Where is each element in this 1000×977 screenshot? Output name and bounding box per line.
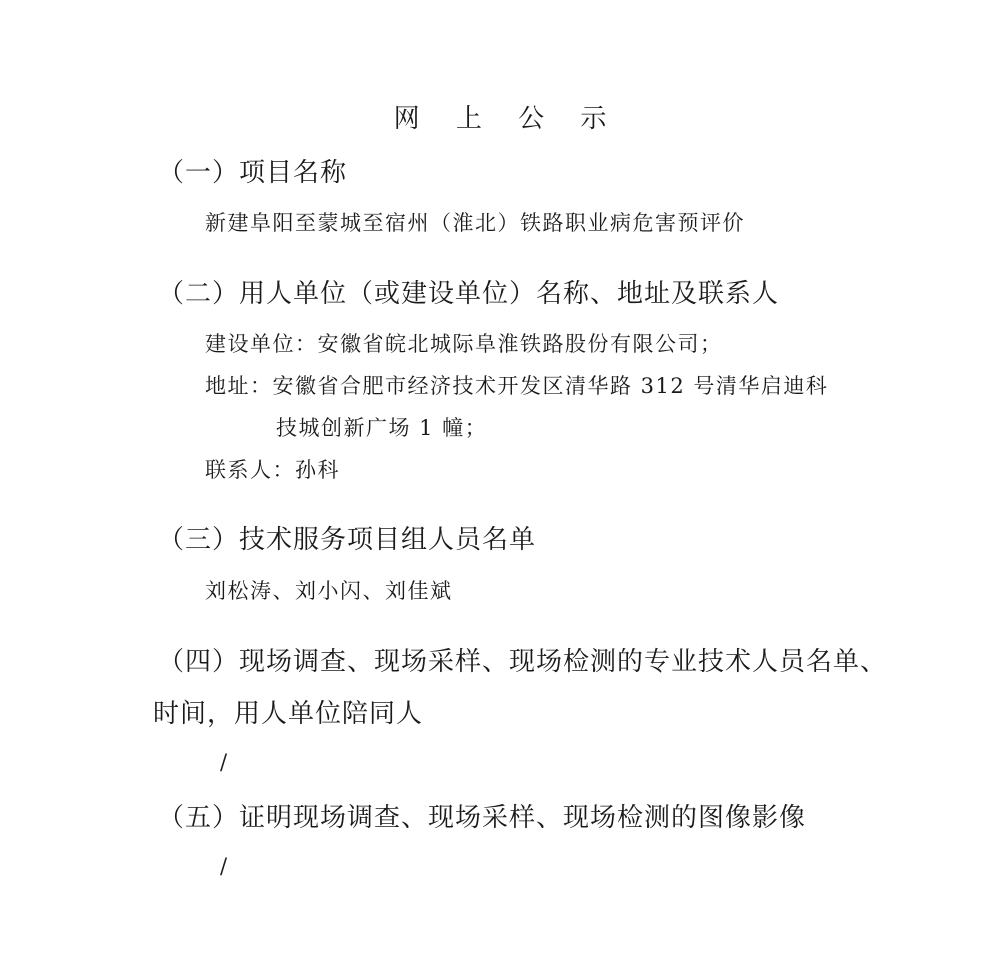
section-2-heading: （二）用人单位（或建设单位）名称、地址及联系人 [158, 279, 780, 309]
section-4-content: / [220, 750, 228, 774]
builder-name: 建设单位：安徽省皖北城际阜淮铁路股份有限公司； [205, 332, 723, 356]
section-5-content: / [220, 854, 228, 878]
page-title: 网 上 公 示 [393, 104, 621, 134]
section-1-heading: （一）项目名称 [158, 158, 348, 188]
section-3-heading: （三）技术服务项目组人员名单 [158, 525, 537, 555]
team-members: 刘松涛、刘小闪、刘佳斌 [205, 579, 453, 603]
address-line-1: 地址：安徽省合肥市经济技术开发区清华路 312 号清华启迪科 [205, 374, 829, 398]
section-4-heading-line-1: （四）现场调查、现场采样、现场检测的专业技术人员名单、 [158, 647, 888, 677]
section-5-heading: （五）证明现场调查、现场采样、现场检测的图像影像 [158, 803, 807, 833]
address-line-2: 技城创新广场 1 幢； [276, 416, 488, 440]
section-4-heading-line-2: 时间，用人单位陪同人 [153, 699, 424, 729]
project-name: 新建阜阳至蒙城至宿州（淮北）铁路职业病危害预评价 [205, 211, 745, 235]
contact-person: 联系人：孙科 [205, 458, 340, 482]
